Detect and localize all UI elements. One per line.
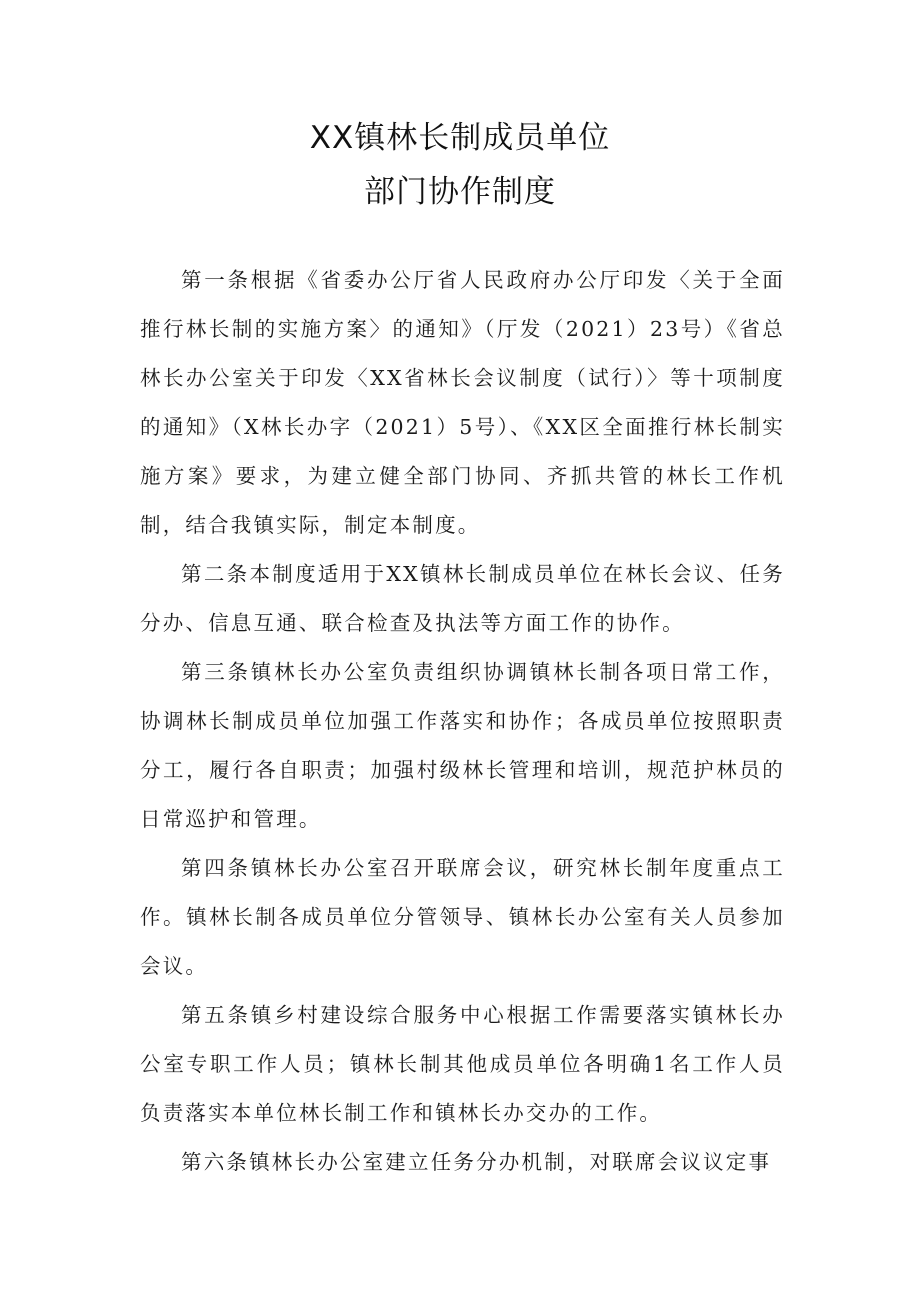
article-1-paragraph: 第一条根据《省委办公厅省人民政府办公厅印发〈关于全面推行林长制的实施方案〉的通知》（厅发（2021）23号）《省总林长办公室关于印发〈XX省林长会议制度（试行）〉等十项制度的通知》（X林长办字（2021）5号）、《XX区全面推行林长制实施方案》要求，为建立健全部门协同、齐抓共管的林长工作机制，结合我镇实际，制定本制度。 (140, 268, 785, 537)
article-2-paragraph: 第二条本制度适用于XX镇林长制成员单位在林长会议、任务分办、信息互通、联合检查及执法等方面工作的协作。 (140, 562, 785, 635)
document-title-line-1: XX镇林长制成员单位 (309, 120, 611, 156)
article-6-paragraph: 第六条镇林长办公室建立任务分办机制，对联席会议议定事 (181, 1150, 772, 1174)
article-4-paragraph: 第四条镇林长办公室召开联席会议，研究林长制年度重点工作。镇林长制各成员单位分管领导、镇林长办公室有关人员参加会议。 (140, 856, 785, 978)
document-body (140, 256, 785, 1187)
article-3-paragraph: 第三条镇林长办公室负责组织协调镇林长制各项日常工作，协调林长制成员单位加强工作落实和协作；各成员单位按照职责分工，履行各自职责；加强村级林长管理和培训，规范护林员的日常巡护和管理。 (140, 660, 785, 831)
document-title-line-2: 部门协作制度 (364, 174, 556, 210)
article-5-paragraph: 第五条镇乡村建设综合服务中心根据工作需要落实镇林长办公室专职工作人员；镇林长制其他成员单位各明确1名工作人员负责落实本单位林长制工作和镇林长办交办的工作。 (140, 1003, 785, 1125)
